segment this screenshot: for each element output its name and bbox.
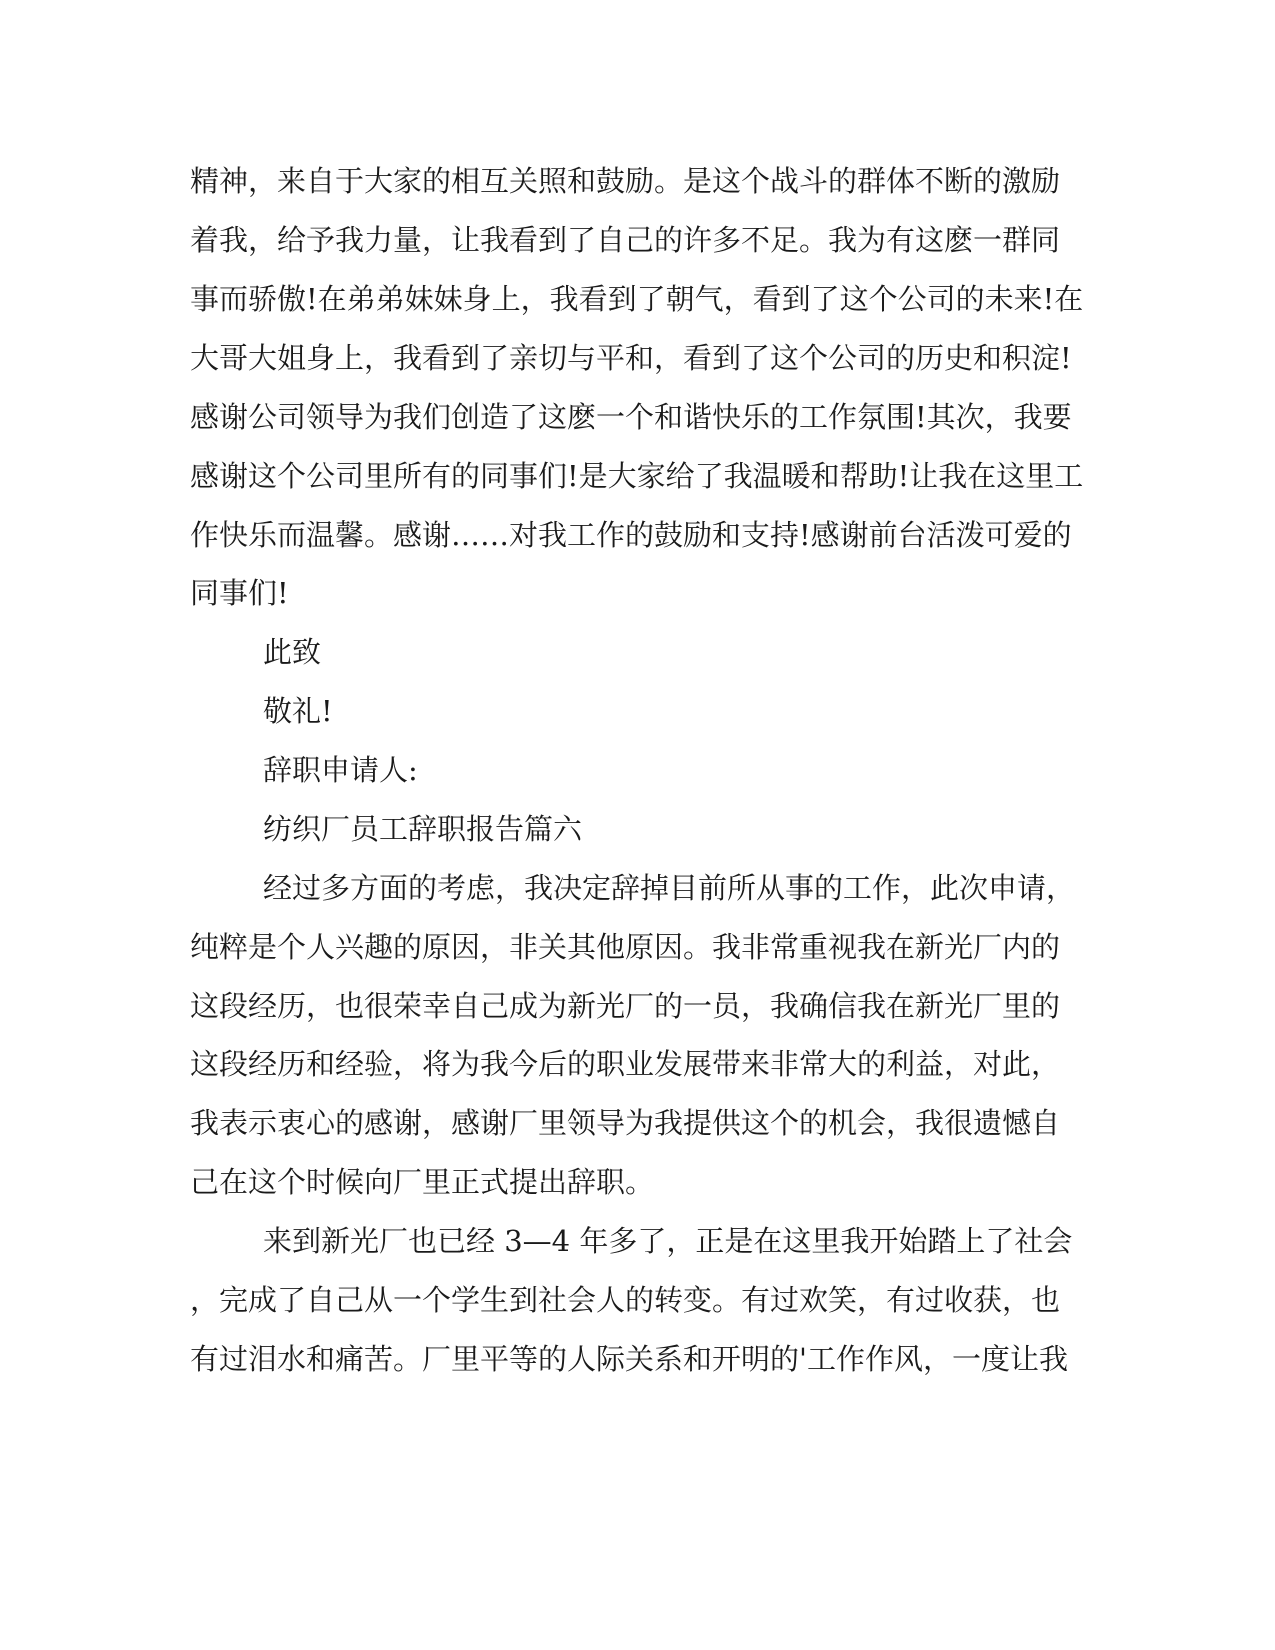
paragraph-line: 来到新光厂也已经 3—4 年多了，正是在这里我开始踏上了社会 <box>263 1224 1073 1258</box>
paragraph-line: 感谢公司领导为我们创造了这麽一个和谐快乐的工作氛围!其次，我要 <box>190 400 1072 434</box>
paragraph-line: 感谢这个公司里所有的同事们!是大家给了我温暖和帮助!让我在这里工 <box>190 459 1084 493</box>
paragraph-line: 大哥大姐身上，我看到了亲切与平和，看到了这个公司的历史和积淀! <box>190 341 1072 375</box>
closing-salutation: 此致 <box>263 635 322 669</box>
closing-regards: 敬礼! <box>263 694 333 728</box>
paragraph-line: 作快乐而温馨。感谢……对我工作的鼓励和支持!感谢前台活泼可爱的 <box>190 518 1072 552</box>
paragraph-line: 事而骄傲!在弟弟妹妹身上，我看到了朝气，看到了这个公司的未来!在 <box>190 282 1084 316</box>
paragraph-line: 我表示衷心的感谢，感谢厂里领导为我提供这个的机会，我很遗憾自 <box>190 1106 1061 1140</box>
paragraph-line: 这段经历和经验，将为我今后的职业发展带来非常大的利益，对此， <box>190 1047 1061 1081</box>
paragraph-line: 经过多方面的考虑，我决定辞掉目前所从事的工作，此次申请， <box>263 871 1076 905</box>
signature-label: 辞职申请人: <box>263 753 418 787</box>
paragraph-line: 着我，给予我力量，让我看到了自己的许多不足。我为有这麽一群同 <box>190 223 1061 257</box>
paragraph-line: 有过泪水和痛苦。厂里平等的人际关系和开明的'工作作风，一度让我 <box>190 1342 1068 1376</box>
paragraph-line: 这段经历，也很荣幸自己成为新光厂的一员，我确信我在新光厂里的 <box>190 989 1061 1023</box>
paragraph-line: 己在这个时候向厂里正式提出辞职。 <box>190 1165 655 1199</box>
paragraph-line: ，完成了自己从一个学生到社会人的转变。有过欢笑，有过收获，也 <box>190 1283 1061 1317</box>
paragraph-line: 精神，来自于大家的相互关照和鼓励。是这个战斗的群体不断的激励 <box>190 164 1061 198</box>
paragraph-line: 纯粹是个人兴趣的原因，非关其他原因。我非常重视我在新光厂内的 <box>190 930 1061 964</box>
section-heading: 纺织厂员工辞职报告篇六 <box>263 812 583 846</box>
paragraph-line: 同事们! <box>190 576 289 610</box>
